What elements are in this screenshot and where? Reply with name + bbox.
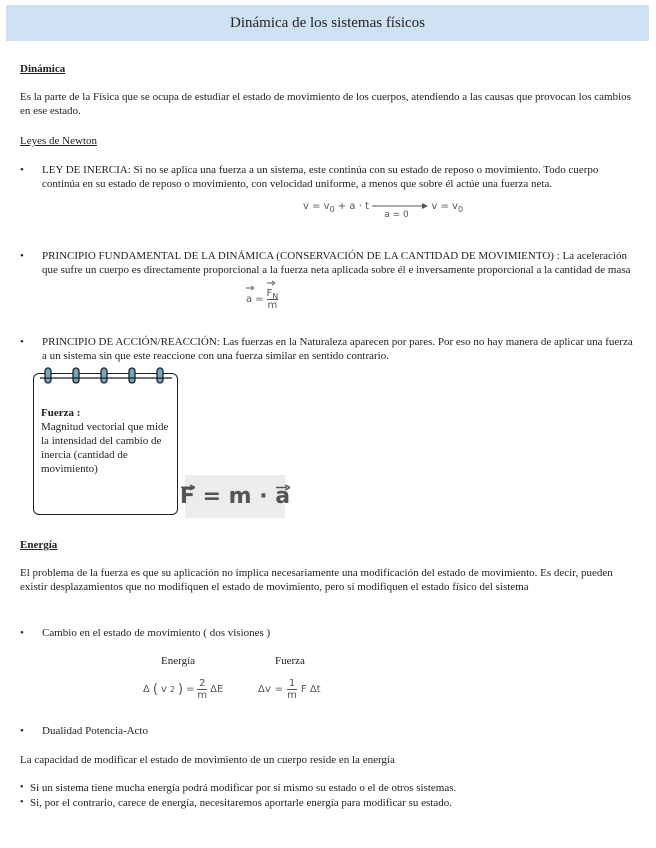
law-fundamental-text: PRINCIPIO FUNDAMENTAL DE LA DINÁMICA (CONSERVACIÓN DE LA CANTIDAD DE MOVIMIENTO) : La aceleración que sufre un cuerpo es directamente proporcional a la fuerza neta aplicada sobre él e inversamente proporcional a la cantidad de masa (42, 250, 631, 276)
fundamental-formula: a = $\frac{F_N}{m}$ (246, 288, 278, 311)
energy-bullet-2-text: Dualidad Potencia-Acto (42, 725, 148, 737)
energy-bullet-1-text: Cambio en el estado de movimiento ( dos visiones ) (42, 627, 271, 639)
energy-point-1 (20, 781, 635, 795)
law-inertia-text: LEY DE INERCIA: Si no se aplica una fuerza a un sistema, este continúa con su estado de reposo o movimiento. Todo cuerpo continúa en su estado de reposo o movimiento, con velocidad uniforme, a menos que sobre él actúe una fuerza neta. (42, 164, 599, 190)
bullet-marker: • (20, 782, 24, 793)
note-body: Magnitud vectorial que mide la intensidad del cambio de inercia (cantidad de movimiento) (41, 421, 169, 475)
energy-bullet-1 (20, 626, 635, 640)
notebook-rings-icon (40, 366, 172, 390)
note-title: Fuerza : (41, 407, 81, 419)
energia-intro: El problema de la fuerza es que su aplicación no implica necesariamente una modificación del estado de movimiento. Es decir, pueden existir desplazamientos que no modifiquen el estado de movimiento, pero sí modifiquen el estado físico del sistema (20, 567, 613, 593)
law-action-reaction-text: PRINCIPIO DE ACCIÓN/REACCIÓN: Las fuerzas en la Naturaleza aparecen por pares. Por eso no hay manera de aplicar una fuerza a un sistema sin que este reaccione con una fuerza similar en sentido contrario. (42, 336, 633, 362)
col-energy-label: Energía (161, 655, 196, 667)
inertia-formula: $v = v_0 + a \cdot t$ a = 0 $v = v_0$ (303, 201, 464, 220)
law-fundamental (20, 249, 635, 293)
newton-laws-subheading: Leyes de Newton (20, 135, 97, 147)
energy-bullet-2 (20, 724, 635, 738)
energy-point-2 (20, 796, 635, 810)
page-title (6, 5, 649, 41)
energy-point-2-text: Si, por el contrario, carece de energía, necesitaremos aportarle energía para modificar su estado. (30, 797, 452, 809)
bullet-marker: • (20, 725, 24, 737)
page-title-text: Dinámica de los sistemas físicos (230, 15, 425, 31)
dinamica-heading: Dinámica (20, 63, 66, 75)
inertia-arrow: a = 0 (372, 203, 428, 209)
force-note-card (33, 373, 178, 515)
bullet-marker: • (20, 336, 24, 348)
col-force-label: Fuerza (275, 655, 305, 667)
dinamica-definition: Es la parte de la Física que se ocupa de estudiar el estado de movimiento de los cuerpos, atendiendo a las causas que provocan los cambios en ese estado. (20, 91, 631, 117)
energy-formula: Δ ( v 2 ) = $\frac{2}{m}$ ΔE (143, 678, 224, 701)
energy-point-1-text: Si un sistema tiene mucha energía podrá modificar por sí mismo su estado o el de otros sistemas. (30, 782, 457, 794)
law-action-reaction (20, 335, 635, 365)
force-formula: Δv = $\frac{1}{m}$ F Δt (258, 678, 321, 701)
bullet-marker: • (20, 250, 24, 262)
bullet-marker: • (20, 797, 24, 808)
bullet-marker: • (20, 164, 24, 176)
bullet-marker: • (20, 627, 24, 639)
newton-second-law-formula: F = m · a (185, 475, 285, 518)
energy-capacity: La capacidad de modificar el estado de movimiento de un cuerpo reside en la energía (20, 754, 395, 766)
energia-heading: Energía (20, 539, 58, 551)
